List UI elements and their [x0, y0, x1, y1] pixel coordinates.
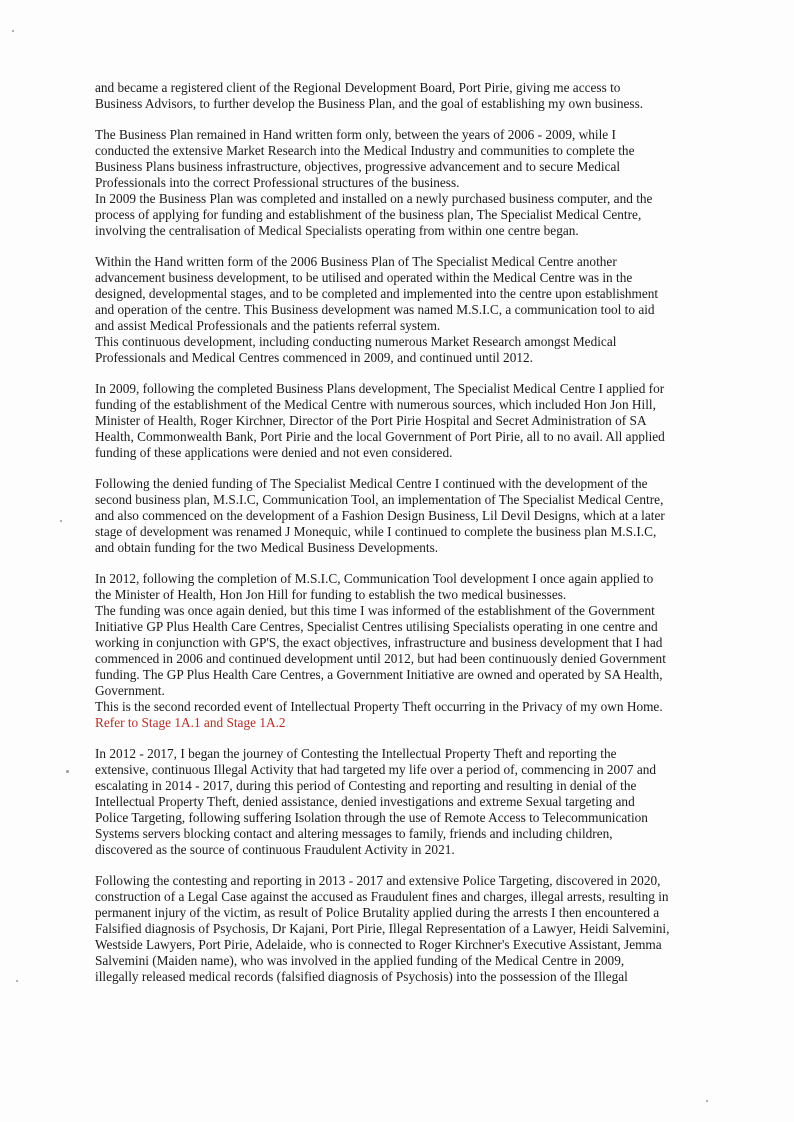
- text-line: funding. The GP Plus Health Care Centres, a Government Initiative are owned and operated by SA Health,: [95, 667, 663, 682]
- paragraph: [95, 80, 735, 112]
- text-line: Minister of Health, Roger Kirchner, Director of the Port Pirie Hospital and Secret Administration of SA: [95, 413, 647, 428]
- text-line: second business plan, M.S.I.C, Communication Tool, an implementation of The Specialist Medical Centre,: [95, 492, 664, 507]
- paragraph: [95, 571, 735, 731]
- text-line: and became a registered client of the Regional Development Board, Port Pirie, giving me access to: [95, 80, 621, 95]
- scan-speck: [706, 1100, 708, 1102]
- text-line: Police Targeting, following suffering Isolation through the use of Remote Access to Telecommunication: [95, 810, 648, 825]
- text-line: Following the denied funding of The Specialist Medical Centre I continued with the development of the: [95, 476, 648, 491]
- text-line: stage of development was renamed J Monequic, while I continued to complete the business plan M.S.I.C,: [95, 524, 657, 539]
- text-line: working in conjunction with GP'S, the exact objectives, infrastructure and business development that I had: [95, 635, 663, 650]
- text-line: In 2012 - 2017, I began the journey of Contesting the Intellectual Property Theft and reporting the: [95, 746, 617, 761]
- paragraph: [95, 476, 735, 556]
- paragraph: [95, 746, 735, 858]
- text-line: and assist Medical Professionals and the patients referral system.: [95, 318, 441, 333]
- text-line: Intellectual Property Theft, denied assistance, denied investigations and extreme Sexual targeting and: [95, 794, 635, 809]
- text-line: In 2012, following the completion of M.S.I.C, Communication Tool development I once again applied to: [95, 571, 654, 586]
- text-line: Within the Hand written form of the 2006 Business Plan of The Specialist Medical Centre another: [95, 254, 617, 269]
- scan-speck: [16, 980, 18, 982]
- text-line: and obtain funding for the two Medical Business Developments.: [95, 540, 439, 555]
- scan-speck: [66, 770, 69, 773]
- text-line: Business Advisors, to further develop the Business Plan, and the goal of establishing my own business.: [95, 96, 644, 111]
- text-line: Professionals and Medical Centres commenced in 2009, and continued until 2012.: [95, 350, 533, 365]
- text-line: The funding was once again denied, but this time I was informed of the establishment of the Government: [95, 603, 655, 618]
- text-line: Following the contesting and reporting in 2013 - 2017 and extensive Police Targeting, discovered in 2020,: [95, 873, 661, 888]
- text-line: Systems servers blocking contact and altering messages to family, friends and including children,: [95, 826, 613, 841]
- text-line: Government.: [95, 683, 165, 698]
- scan-speck: [60, 520, 62, 522]
- text-line: commenced in 2006 and continued development until 2012, but had been continuously denied Government: [95, 651, 666, 666]
- text-line: Salvemini (Maiden name), who was involved in the applied funding of the Medical Centre in 2009,: [95, 953, 625, 968]
- text-line: advancement business development, to be utilised and operated within the Medical Centre was in the: [95, 270, 633, 285]
- text-line: funding of the establishment of the Medical Centre with numerous sources, which included Hon Jon Hill,: [95, 397, 656, 412]
- text-line: construction of a Legal Case against the accused as Fraudulent fines and charges, illegal arrests, resulting in: [95, 889, 669, 904]
- text-line: Professionals into the correct Professional structures of the business.: [95, 175, 460, 190]
- text-line: illegally released medical records (falsified diagnosis of Psychosis) into the possession of the Illegal: [95, 969, 628, 984]
- text-line: and also commenced on the development of a Fashion Design Business, Lil Devil Designs, which at a later: [95, 508, 665, 523]
- paragraph: [95, 381, 735, 461]
- text-line: The Business Plan remained in Hand written form only, between the years of 2006 - 2009, while I: [95, 127, 616, 142]
- text-line: discovered as the source of continuous Fraudulent Activity in 2021.: [95, 842, 455, 857]
- text-line: This continuous development, including conducting numerous Market Research amongst Medical: [95, 334, 617, 349]
- scan-speck: [12, 30, 14, 32]
- text-line: In 2009 the Business Plan was completed and installed on a newly purchased business computer, and the: [95, 191, 653, 206]
- document-body: [95, 80, 735, 1000]
- text-line: In 2009, following the completed Business Plans development, The Specialist Medical Centre I applied for: [95, 381, 665, 396]
- text-line: involving the centralisation of Medical Specialists operating from within one centre began.: [95, 223, 579, 238]
- stage-reference-link: Refer to Stage 1A.1 and Stage 1A.2: [95, 715, 286, 730]
- text-line: escalating in 2014 - 2017, during this period of Contesting and reporting and resulting in denial of the: [95, 778, 637, 793]
- text-line: Health, Commonwealth Bank, Port Pirie and the local Government of Port Pirie, all to no avail. All applied: [95, 429, 665, 444]
- text-line: Falsified diagnosis of Psychosis, Dr Kajani, Port Pirie, Illegal Representation of a Lawyer, Heidi Salvemini,: [95, 921, 670, 936]
- text-line: permanent injury of the victim, as result of Police Brutality applied during the arrests I then encountered a: [95, 905, 660, 920]
- text-line: funding of these applications were denied and not even considered.: [95, 445, 453, 460]
- text-line: the Minister of Health, Hon Jon Hill for funding to establish the two medical businesses.: [95, 587, 567, 602]
- text-line: process of applying for funding and establishment of the business plan, The Specialist Medical Centre,: [95, 207, 642, 222]
- text-line: This is the second recorded event of Intellectual Property Theft occurring in the Privacy of my own Home.: [95, 699, 663, 714]
- text-line: and operation of the centre. This Business development was named M.S.I.C, a communication tool to aid: [95, 302, 655, 317]
- paragraph: [95, 254, 735, 366]
- paragraph: [95, 873, 735, 985]
- text-line: Initiative GP Plus Health Care Centres, Specialist Centres utilising Specialists operating in one centre and: [95, 619, 658, 634]
- paragraph: [95, 127, 735, 239]
- text-line: extensive, continuous Illegal Activity that had targeted my life over a period of, commencing in 2007 and: [95, 762, 657, 777]
- text-line: designed, developmental stages, and to be completed and implemented into the centre upon establishment: [95, 286, 659, 301]
- text-line: Business Plans business infrastructure, objectives, progressive advancement and to secure Medical: [95, 159, 621, 174]
- text-line: conducted the extensive Market Research into the Medical Industry and communities to complete the: [95, 143, 635, 158]
- text-line: Westside Lawyers, Port Pirie, Adelaide, who is connected to Roger Kirchner's Executive Assistant, Jemma: [95, 937, 662, 952]
